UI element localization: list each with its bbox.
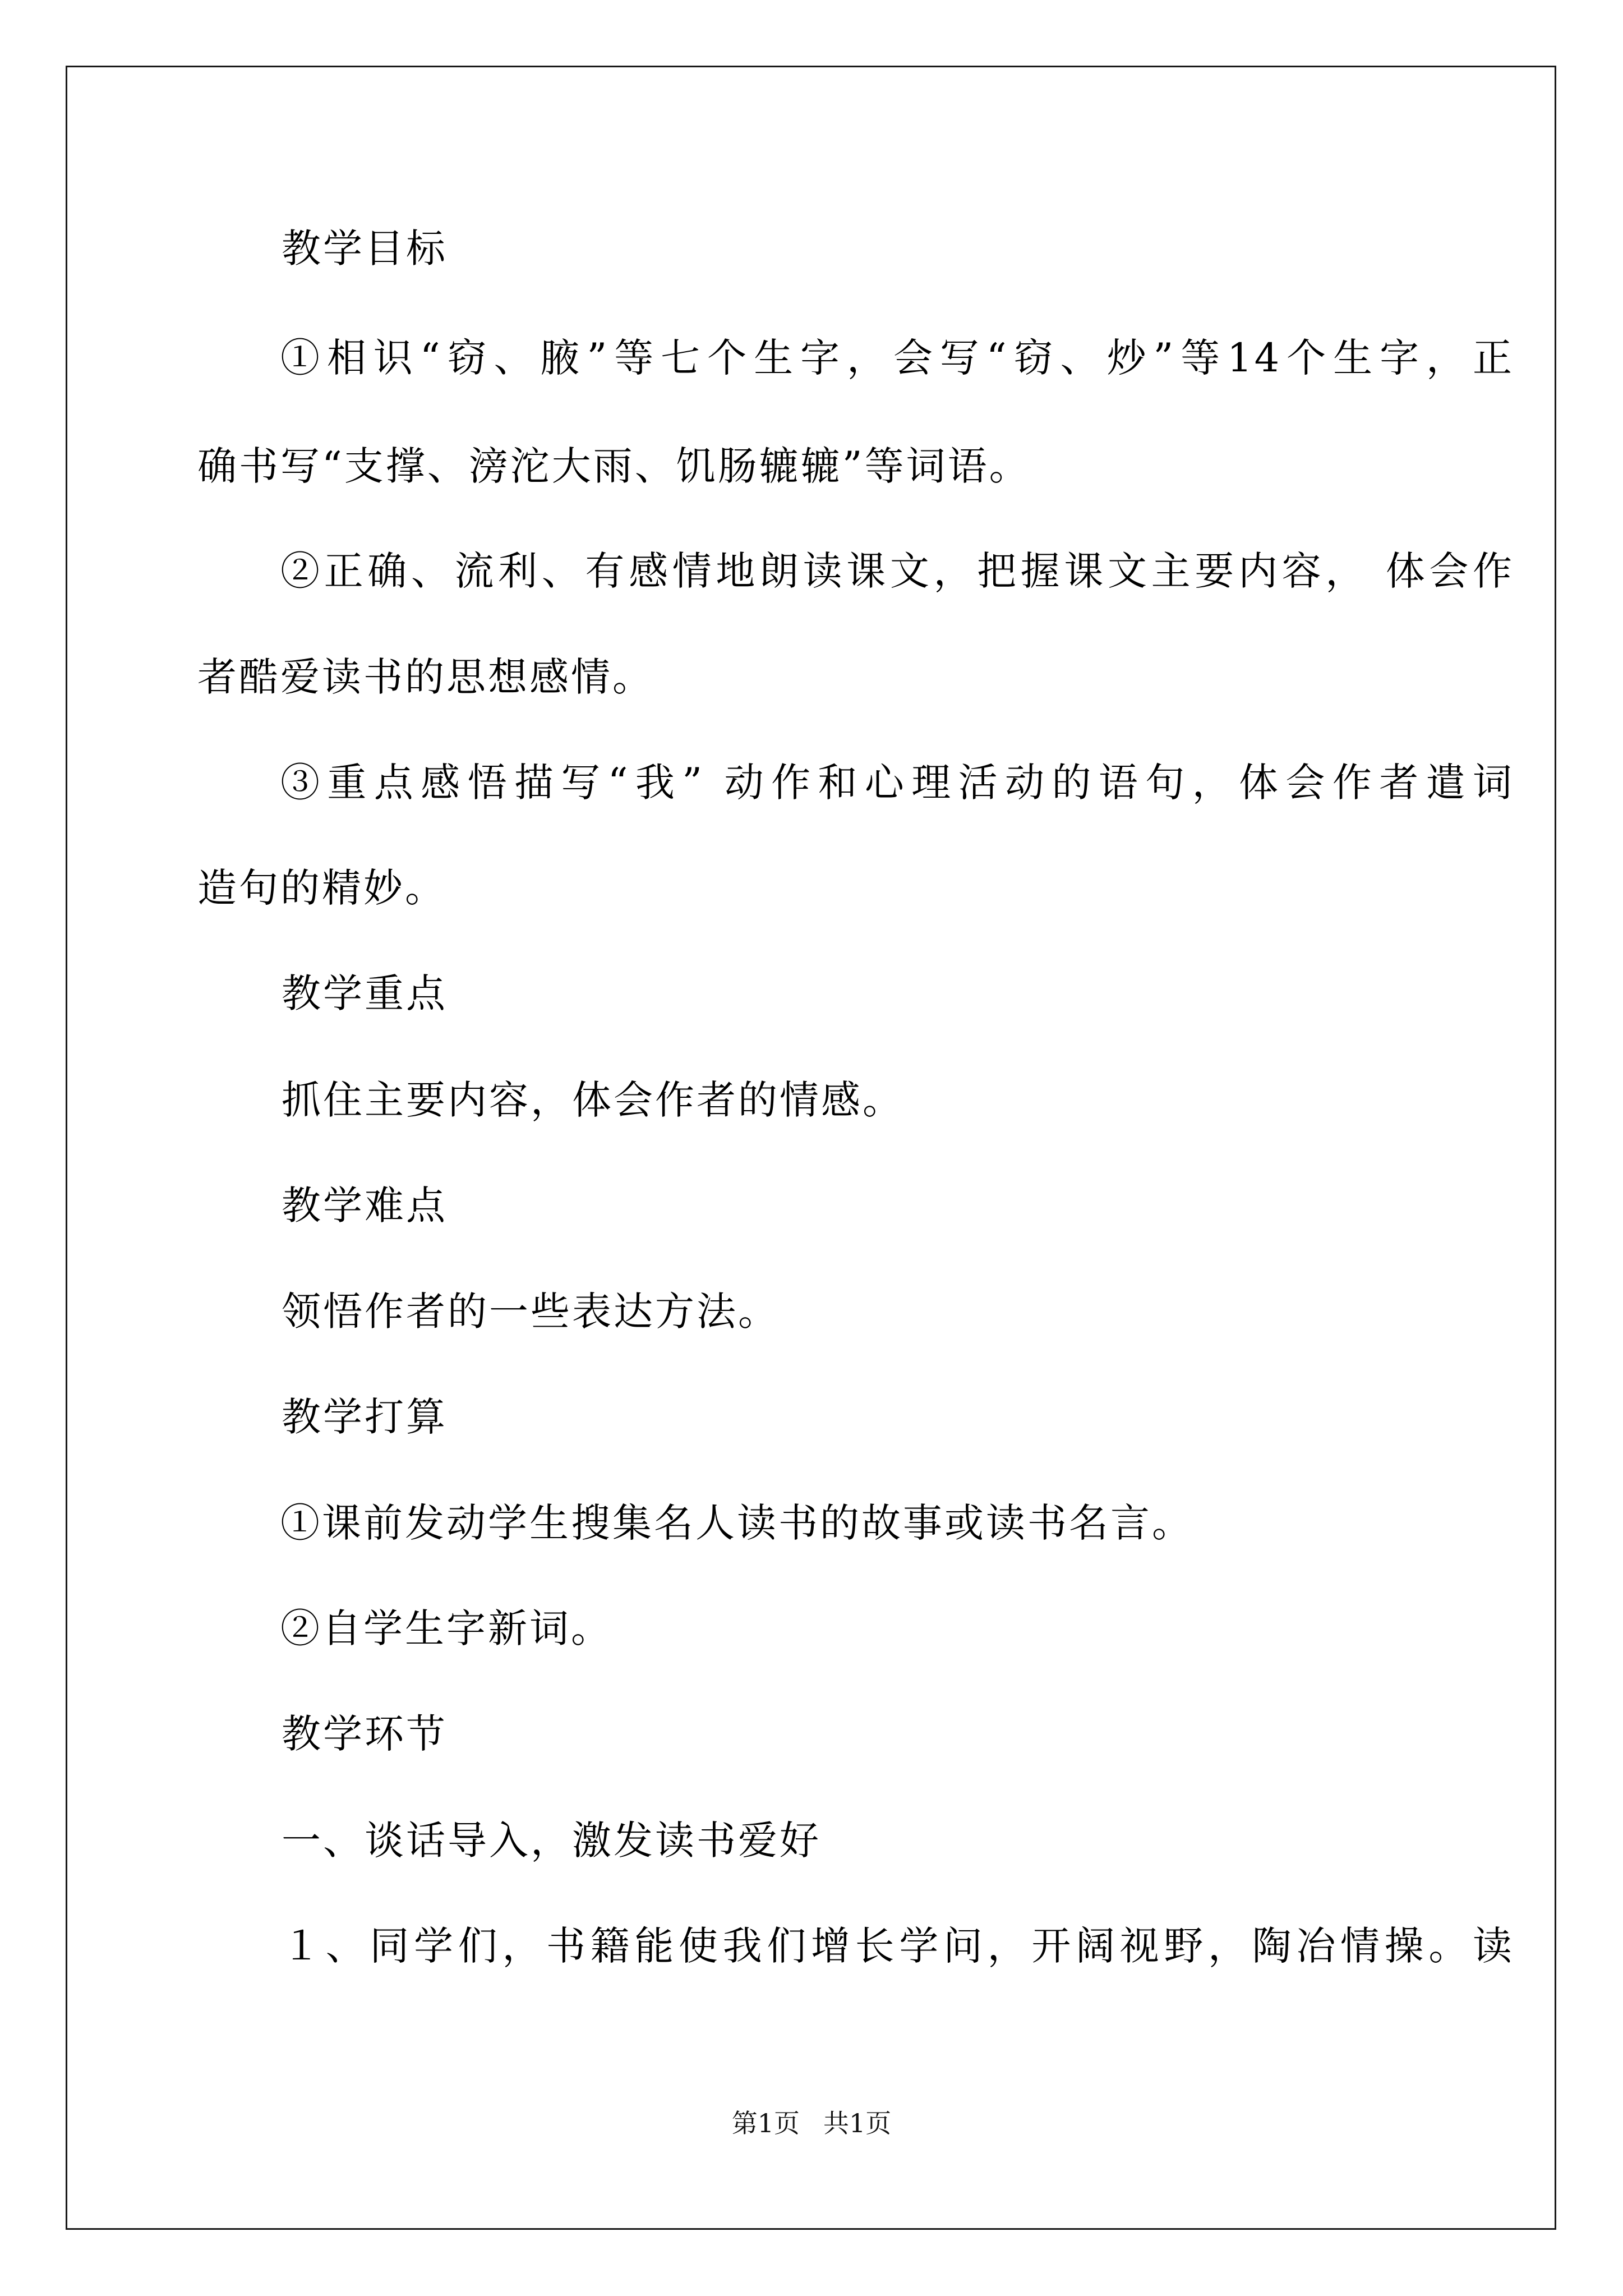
paragraph-line: 抓住主要内容，体会作者的情感。 — [282, 1077, 904, 1123]
paragraph-line: 领悟作者的一些表达方法。 — [282, 1289, 780, 1335]
section-heading: 一、谈话导入，激发读书爱好 — [282, 1818, 821, 1864]
paragraph-line: ①课前发动学生搜集名人读书的故事或读书名言。 — [280, 1500, 1193, 1546]
page-border — [66, 66, 1556, 2230]
page-footer — [0, 2108, 1623, 2139]
page-total: 共1页 — [823, 2108, 892, 2138]
paragraph-line: ③重点感悟描写“我” 动作和心理活动的语句，体会作者遣词 — [280, 760, 1514, 806]
paragraph-line: ②自学生字新词。 — [280, 1605, 612, 1651]
paragraph-line: ①相识“窃、腋”等七个生字，会写“窃、炒”等14个生字，正 — [280, 335, 1514, 381]
paragraph-line: ②正确、流利、有感情地朗读课文，把握课文主要内容， 体会作 — [280, 548, 1514, 594]
heading-key-points: 教学重点 — [282, 970, 448, 1016]
page-number: 第1页 — [731, 2108, 800, 2138]
paragraph-line: 确书写“支撑、滂沱大雨、饥肠辘辘”等词语。 — [197, 443, 1031, 489]
heading-teaching-steps: 教学环节 — [282, 1711, 448, 1757]
paragraph-line: 造句的精妙。 — [197, 865, 446, 911]
heading-teaching-objectives: 教学目标 — [282, 226, 448, 272]
paragraph-line: １、同学们，书籍能使我们增长学问，开阔视野，陶冶情操。读 — [282, 1923, 1514, 1969]
heading-difficulties: 教学难点 — [282, 1182, 448, 1228]
heading-preparation: 教学打算 — [282, 1394, 448, 1440]
paragraph-line: 者酷爱读书的思想感情。 — [197, 654, 654, 700]
